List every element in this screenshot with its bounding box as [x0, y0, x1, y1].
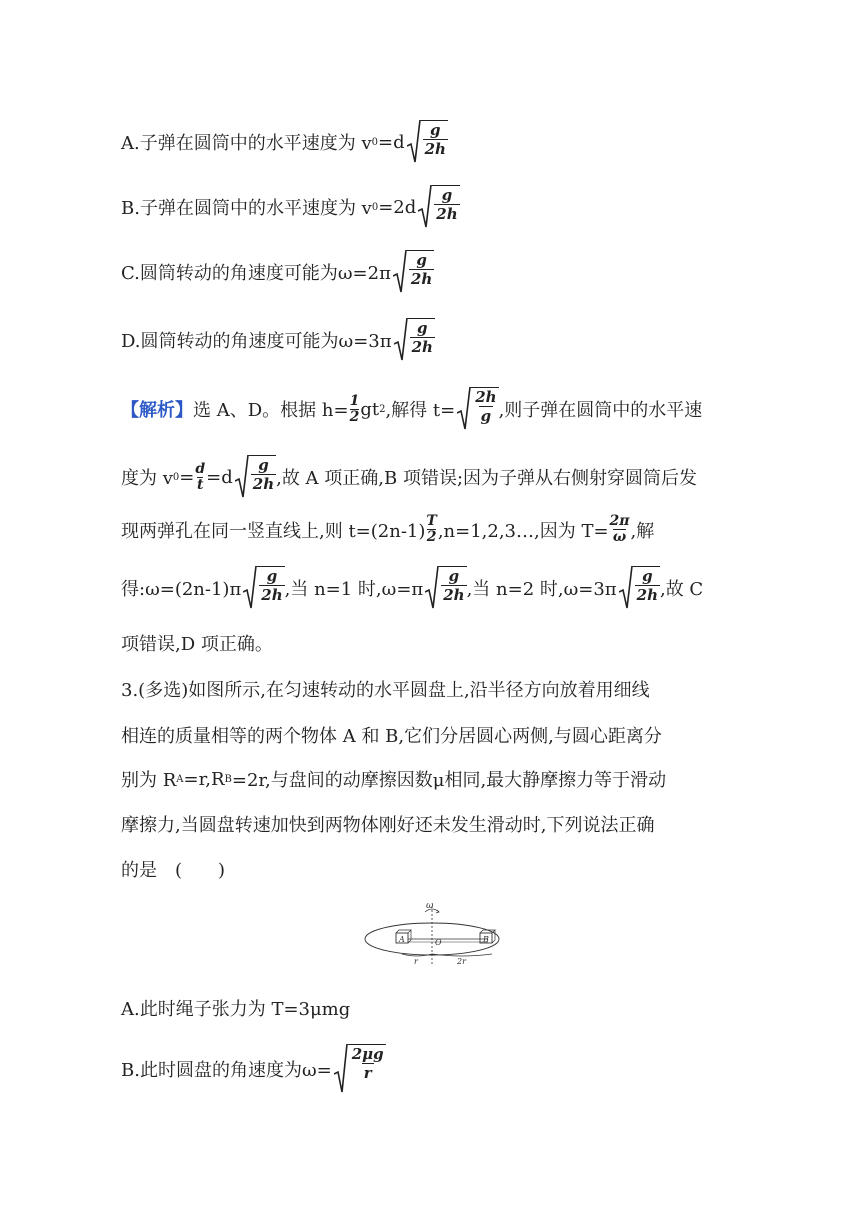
option-a-q3	[121, 995, 350, 1021]
text: ,解	[630, 520, 655, 542]
text: 3.(多选)如图所示,在匀速转动的水平圆盘上,沿半径方向放着用细线	[121, 680, 650, 701]
option-b-q3	[121, 1044, 386, 1094]
text: 选 A、D。根据 h=	[193, 400, 349, 421]
radicand-denominator: g	[480, 407, 492, 425]
subscript: 0	[371, 136, 378, 148]
sqrt-expression	[243, 566, 284, 610]
radicand-denominator: 2h	[443, 586, 465, 604]
analysis-tag: 【解析】	[121, 400, 193, 421]
numerator: d	[195, 460, 206, 477]
text: 得:ω=(2n-1)π	[121, 579, 242, 600]
radicand-numerator: g	[448, 567, 460, 585]
sqrt-expression	[425, 566, 466, 610]
denominator: ω	[612, 529, 627, 545]
text: 度为 v	[121, 468, 173, 489]
text: ,当 n=2 时,ω=3π	[466, 579, 617, 600]
question3-line-2	[121, 722, 662, 748]
text: 的是 ( )	[121, 860, 226, 881]
text: ,故 C	[659, 579, 704, 600]
question3-line-4	[121, 811, 654, 837]
option-suffix: =d	[378, 131, 405, 153]
label-b: B	[483, 935, 489, 944]
text: gt	[360, 398, 380, 420]
text: ,解得 t=	[385, 400, 456, 421]
text: 别为 R	[121, 770, 177, 791]
subscript: B	[224, 773, 232, 785]
analysis-line-1	[121, 387, 702, 431]
text: A.此时绳子张力为 T=3μmg	[121, 999, 351, 1020]
analysis-line-5	[121, 630, 273, 656]
sqrt-expression	[407, 120, 448, 164]
radicand-numerator: g	[416, 319, 428, 337]
radicand-numerator: g	[266, 567, 278, 585]
fraction	[350, 394, 360, 425]
radicand-denominator: 2h	[261, 586, 283, 604]
denominator: t	[197, 476, 204, 493]
radicand-denominator: 2h	[410, 270, 433, 288]
omega-label: ω	[426, 901, 434, 911]
text: 摩擦力,当圆盘转速加快到两物体刚好还未发生滑动时,下列说法正确	[121, 815, 655, 836]
radicand-numerator: g	[642, 567, 653, 585]
option-a-prev	[121, 120, 448, 164]
option-text: C.圆筒转动的角速度可能为ω=2π	[121, 263, 391, 284]
label-r: r	[414, 957, 418, 966]
fraction	[426, 514, 436, 545]
radicand-numerator: g	[441, 186, 453, 204]
text: ,则子弹在圆筒中的水平速	[498, 400, 703, 421]
text: ,当 n=1 时,ω=π	[284, 579, 424, 600]
numerator: 1	[349, 392, 360, 409]
question3-line-1	[121, 676, 650, 702]
numerator: T	[426, 513, 437, 529]
radicand-denominator: r	[363, 1064, 372, 1082]
analysis-line-2	[121, 455, 697, 499]
denominator: 2	[349, 408, 360, 425]
sqrt-expression	[393, 250, 434, 294]
option-c-prev	[121, 250, 434, 294]
text: B.此时圆盘的角速度为ω=	[121, 1060, 332, 1081]
radicand-denominator: 2h	[636, 586, 658, 604]
subscript: 0	[371, 201, 379, 213]
fraction	[195, 462, 205, 493]
label-2r: 2r	[457, 957, 466, 966]
radicand-numerator: 2μg	[351, 1045, 384, 1063]
radicand-denominator: 2h	[252, 475, 275, 493]
option-text: A.子弹在圆筒中的水平速度为 v	[121, 133, 372, 154]
radical-sign	[394, 318, 408, 362]
sqrt-expression	[394, 318, 435, 362]
text: ,故 A 项正确,B 项错误;因为子弹从右侧射穿圆筒后发	[276, 468, 698, 489]
option-d-prev	[121, 318, 435, 362]
analysis-line-3	[121, 514, 654, 545]
sqrt-expression	[619, 566, 660, 610]
radical-sign	[243, 566, 257, 610]
radical-sign	[418, 185, 432, 229]
sqrt-expression	[418, 185, 459, 229]
label-o: O	[435, 938, 442, 947]
subscript: 0	[172, 471, 180, 483]
analysis-line-4	[121, 566, 703, 610]
text: 现两弹孔在同一竖直线上,则 t=(2n-1)	[121, 520, 426, 542]
sqrt-expression	[457, 387, 498, 431]
text: =	[179, 466, 195, 488]
radicand-numerator: 2h	[475, 388, 497, 406]
radical-sign	[425, 566, 439, 610]
radicand-denominator: 2h	[424, 140, 446, 158]
radical-sign	[407, 120, 421, 164]
question3-line-3	[121, 766, 666, 792]
option-text: D.圆筒转动的角速度可能为ω=3π	[121, 331, 392, 352]
label-a: A	[399, 935, 405, 944]
option-suffix: =2d	[378, 196, 417, 218]
radicand-denominator: 2h	[411, 338, 433, 356]
text: =d	[206, 466, 233, 488]
text: =2r,与盘间的动摩擦因数μ相同,最大静摩擦力等于滑动	[231, 770, 667, 791]
radicand-denominator: 2h	[436, 205, 458, 223]
radical-sign	[334, 1044, 348, 1094]
option-text: B.子弹在圆筒中的水平速度为 v	[121, 198, 372, 219]
subscript: A	[176, 773, 184, 785]
numerator: 2π	[609, 513, 630, 529]
text: 项错误,D 项正确。	[121, 634, 273, 655]
text: =r,R	[183, 768, 225, 790]
option-b-prev	[121, 185, 460, 229]
radicand-numerator: g	[430, 121, 441, 139]
radical-sign	[393, 250, 407, 294]
text: 相连的质量相等的两个物体 A 和 B,它们分居圆心两侧,与圆心距离分	[121, 726, 662, 747]
question3-line-5	[121, 856, 225, 882]
denominator: 2	[426, 529, 437, 545]
text: ,n=1,2,3…,因为 T=	[437, 520, 609, 542]
superscript: 2	[379, 403, 386, 415]
rotating-disk-figure	[362, 898, 502, 966]
radical-sign	[619, 566, 633, 610]
fraction	[610, 514, 630, 545]
radical-sign	[235, 455, 249, 499]
radicand-numerator: g	[258, 456, 269, 474]
radical-sign	[457, 387, 471, 431]
sqrt-expression	[235, 455, 276, 499]
radicand-numerator: g	[416, 251, 427, 269]
sqrt-expression	[334, 1044, 386, 1094]
